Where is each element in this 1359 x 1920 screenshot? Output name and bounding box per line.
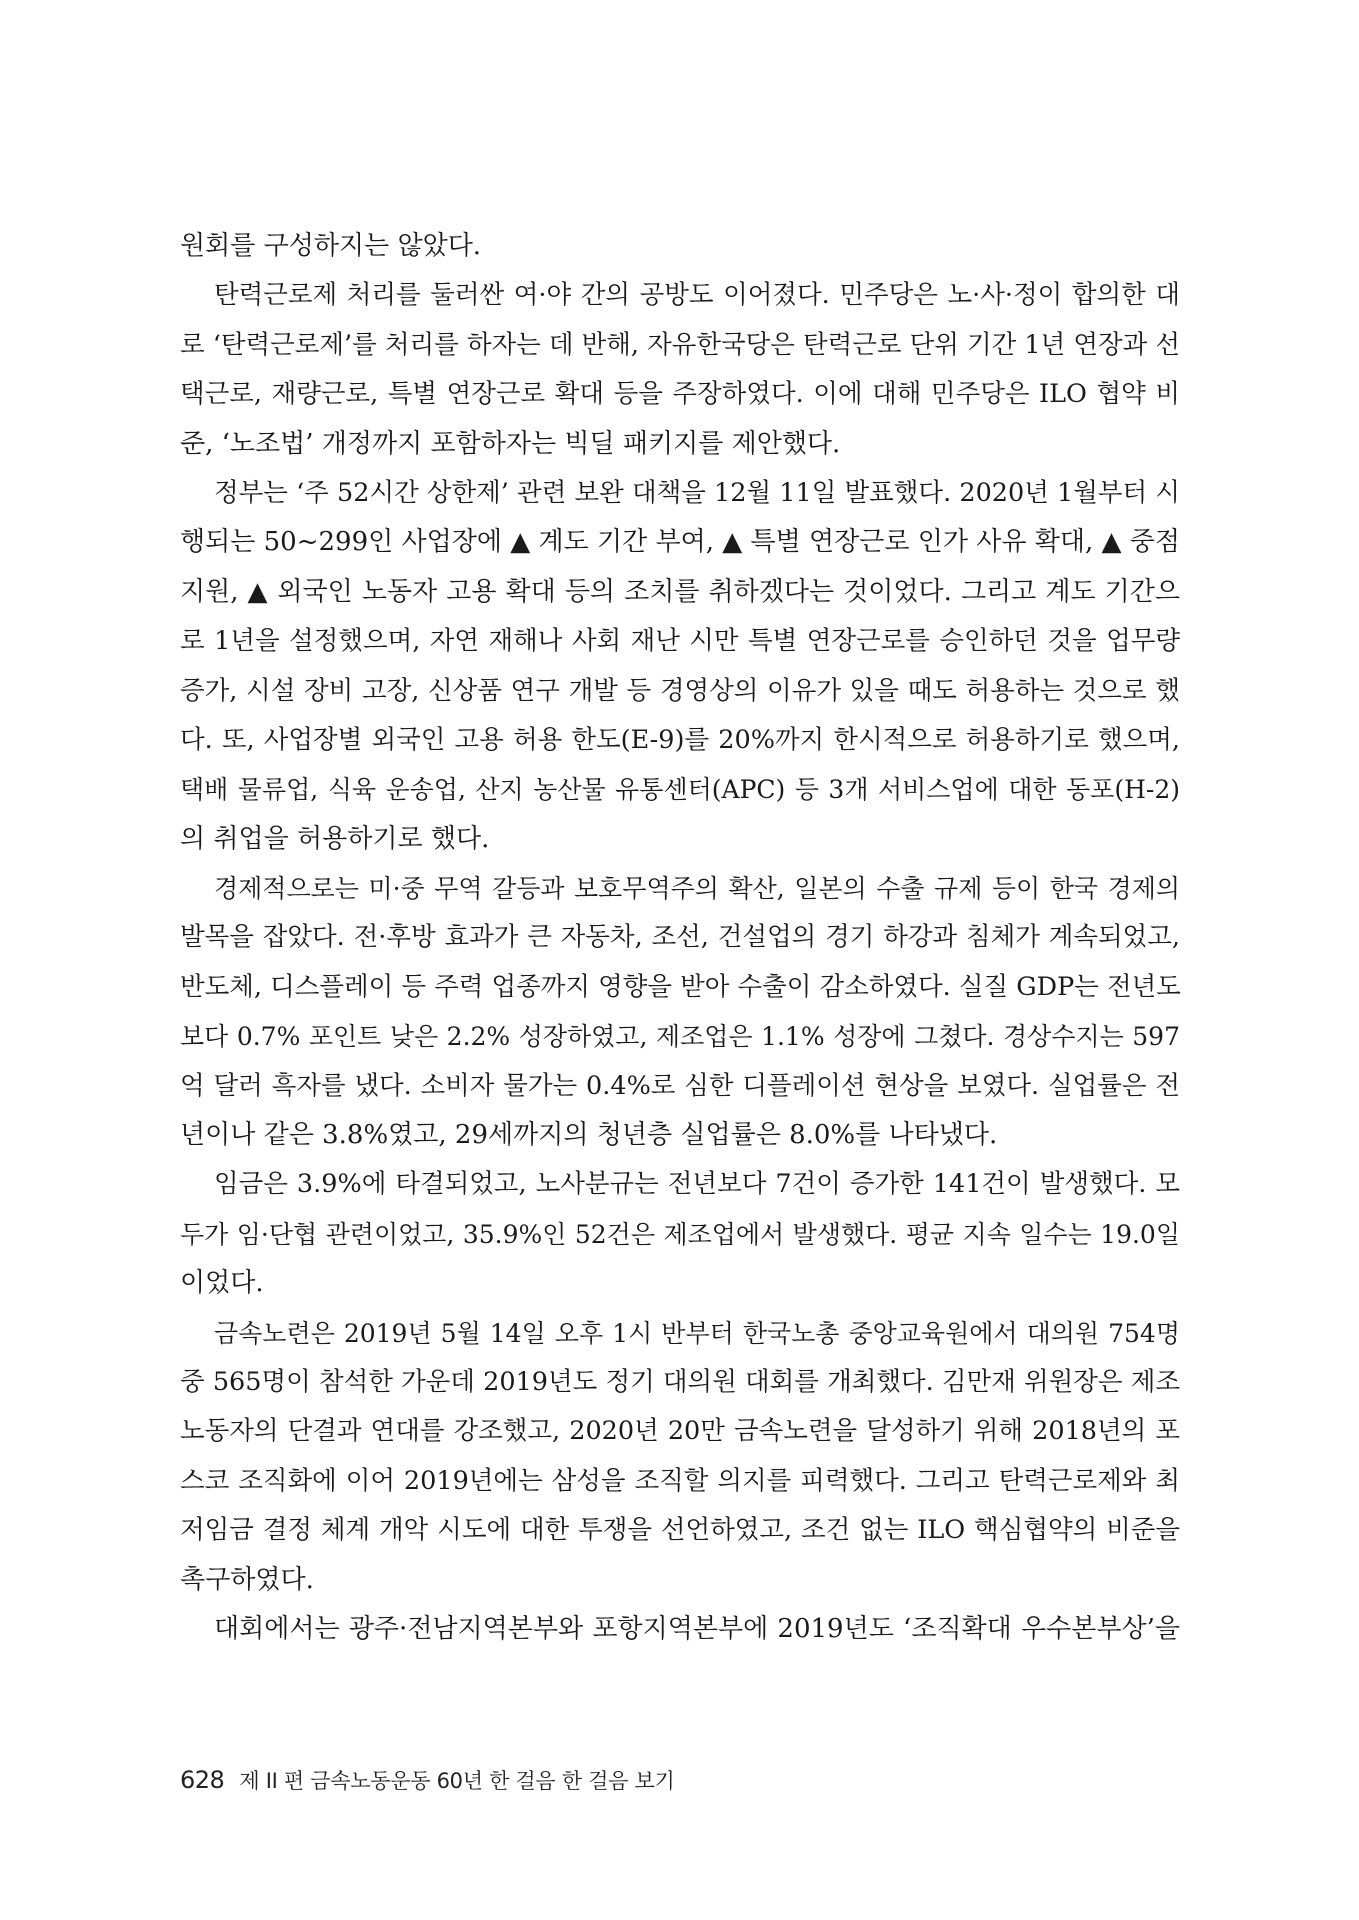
body-text-line: 노동자의 단결과 연대를 강조했고, 2020년 20만 금속노련을 달성하기 위해 2018년의 포 (180, 1416, 1180, 1447)
body-text-line: 반도체, 디스플레이 등 주력 업종까지 영향을 받아 수출이 감소하였다. 실질 GDP는 전년도 (180, 971, 1181, 1002)
body-text-line: 두가 임·단협 관련이었고, 35.9%인 52건은 제조업에서 발생했다. 평균 지속 일수는 19.0일 (180, 1219, 1180, 1249)
body-text-line: 로 ‘탄력근로제’를 처리를 하자는 데 반해, 자유한국당은 탄력근로 단위 기간 1년 연장과 선 (180, 329, 1180, 360)
body-text-line: 스코 조직화에 이어 2019년에는 삼성을 조직할 의지를 피력했다. 그리고 탄력근로제와 최 (180, 1465, 1180, 1496)
body-text-line: 증가, 시설 장비 고장, 신상품 연구 개발 등 경영상의 이유가 있을 때도 허용하는 것으로 했 (180, 675, 1180, 706)
body-text-line: 발목을 잡았다. 전·후방 효과가 큰 자동차, 조선, 건설업의 경기 하강과 침체가 계속되었고, (180, 922, 1180, 953)
body-text-line: 보다 0.7% 포인트 낮은 2.2% 성장하였고, 제조업은 1.1% 성장에 그쳤다. 경상수지는 597 (180, 1022, 1180, 1052)
body-text-line: 저임금 결정 체계 개악 시도에 대한 투쟁을 선언하였고, 조건 없는 ILO 핵심협약의 비준을 (180, 1515, 1180, 1546)
body-text-line: 이었다. (180, 1268, 264, 1299)
body-text-line: 택근로, 재량근로, 특별 연장근로 확대 등을 주장하였다. 이에 대해 민주당은 ILO 협약 비 (180, 379, 1180, 410)
body-text-line: 촉구하였다. (180, 1564, 314, 1595)
body-text-line: 대회에서는 광주·전남지역본부와 포항지역본부에 2019년도 ‘조직확대 우수본부상’을 (214, 1613, 1180, 1644)
body-text-line: 금속노련은 2019년 5월 14일 오후 1시 반부터 한국노총 중앙교육원에서 대의원 754명 (214, 1318, 1180, 1348)
body-text-line: 년이나 같은 3.8%였고, 29세까지의 청년층 실업률은 8.0%를 나타냈다. (180, 1120, 998, 1151)
body-text-line: 탄력근로제 처리를 둘러싼 여·야 간의 공방도 이어졌다. 민주당은 노·사·정이 합의한 대 (214, 280, 1180, 311)
body-text-line: 행되는 50~299인 사업장에 ▲ 계도 기간 부여, ▲ 특별 연장근로 인가 사유 확대, ▲ 중점 (180, 527, 1180, 558)
running-title: 제 II 편 금속노동운동 60년 한 걸음 한 걸음 보기 (239, 1769, 675, 1793)
page-body-text (180, 222, 1180, 1654)
body-text-line: 택배 물류업, 식육 운송업, 산지 농산물 유통센터(APC) 등 3개 서비스업에 대한 동포(H-2) (180, 775, 1180, 805)
page-footer (180, 1760, 674, 1800)
body-text-line: 준, ‘노조법’ 개정까지 포함하자는 빅딜 패키지를 제안했다. (180, 428, 841, 459)
body-text-line: 억 달러 흑자를 냈다. 소비자 물가는 0.4%로 심한 디플레이션 현상을 보였다. 실업률은 전 (180, 1070, 1180, 1101)
body-text-line: 정부는 ‘주 52시간 상한제’ 관련 보완 대책을 12월 11일 발표했다. 2020년 1월부터 시 (214, 477, 1180, 508)
body-text-line: 중 565명이 참석한 가운데 2019년도 정기 대의원 대회를 개최했다. 김만재 위원장은 제조 (180, 1366, 1180, 1397)
body-text-line: 임금은 3.9%에 타결되었고, 노사분규는 전년보다 7건이 증가한 141건이 발생했다. 모 (214, 1169, 1180, 1200)
body-text-line: 로 1년을 설정했으며, 자연 재해나 사회 재난 시만 특별 연장근로를 승인하던 것을 업무량 (180, 626, 1180, 657)
body-text-line: 지원, ▲ 외국인 노동자 고용 확대 등의 조치를 취하겠다는 것이었다. 그리고 계도 기간으 (180, 576, 1180, 607)
body-text-line: 의 취업을 허용하기로 했다. (180, 823, 490, 854)
body-text-line: 다. 또, 사업장별 외국인 고용 허용 한도(E-9)를 20%까지 한시적으로 허용하기로 했으며, (180, 724, 1180, 755)
body-text-line: 원회를 구성하지는 않았다. (180, 231, 482, 261)
page-number: 628 (180, 1766, 225, 1794)
body-text-line: 경제적으로는 미·중 무역 갈등과 보호무역주의 확산, 일본의 수출 규제 등이 한국 경제의 (214, 874, 1180, 904)
